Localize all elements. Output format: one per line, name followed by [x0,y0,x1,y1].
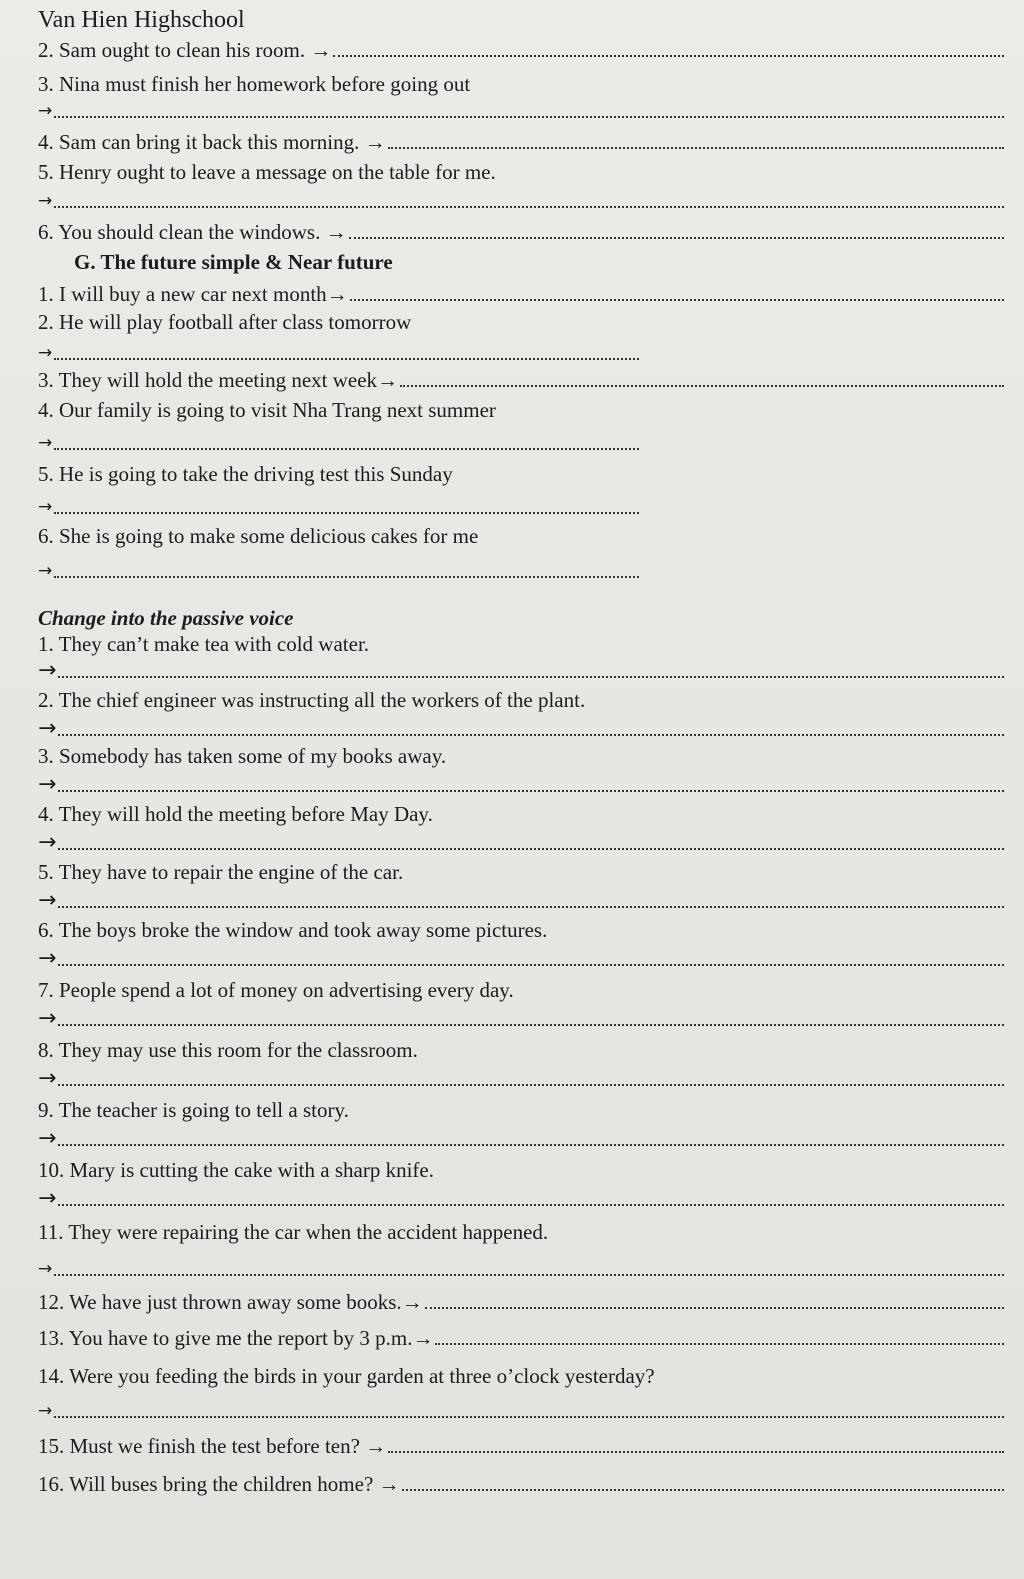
exercise-item: 6. She is going to make some delicious cakes for me [38,524,479,548]
answer-blank[interactable] [435,1343,1004,1345]
exercise-item: 12. We have just thrown away some books.→ [38,1290,1004,1314]
arrow-icon: → [38,497,53,517]
exercise-item: 6. You should clean the windows. → [38,220,1004,244]
arrow-icon: → [38,433,53,453]
arrow-icon: → [38,1259,53,1279]
section-g-title: G. The future simple & Near future [74,250,393,274]
arrow-icon: → [38,1401,53,1421]
exercise-item: 9. The teacher is going to tell a story. [38,1098,349,1122]
answer-line[interactable] [38,832,1004,854]
exercise-item: 7. People spend a lot of money on advertising every day. [38,978,514,1002]
arrow-icon: → [38,716,57,741]
answer-line[interactable] [38,1128,1004,1150]
answer-blank[interactable] [350,299,1004,301]
answer-line[interactable] [38,890,1004,912]
answer-blank[interactable] [388,147,1004,149]
arrow-icon: → [38,658,57,683]
answer-line[interactable] [38,560,1004,582]
answer-line[interactable] [38,1400,1004,1422]
arrow-icon: → [38,101,53,121]
arrow-icon: → [38,830,57,855]
answer-blank[interactable] [425,1307,1004,1309]
answer-line[interactable] [38,948,1004,970]
arrow-icon: → [38,946,57,971]
arrow-icon: → [38,1006,57,1031]
exercise-item: 2. He will play football after class tomorrow [38,310,412,334]
exercise-item: 15. Must we finish the test before ten? → [38,1434,1004,1458]
answer-blank[interactable] [333,55,1004,57]
answer-blank[interactable] [400,385,1004,387]
arrow-icon: → [38,888,57,913]
exercise-item: 10. Mary is cutting the cake with a sharp knife. [38,1158,434,1182]
answer-line[interactable] [38,342,1004,364]
answer-line[interactable] [38,774,1004,796]
answer-line[interactable] [38,718,1004,740]
exercise-item: 2. Sam ought to clean his room. → [38,38,1004,62]
exercise-item: 1. They can’t make tea with cold water. [38,632,370,656]
exercise-item: 8. They may use this room for the classroom. [38,1038,418,1062]
answer-blank[interactable] [388,1451,1004,1453]
arrow-icon: → [38,561,53,581]
exercise-item: 3. Somebody has taken some of my books away. [38,744,447,768]
answer-line[interactable] [38,1258,1004,1280]
answer-line[interactable] [38,100,1004,122]
exercise-item: 16. Will buses bring the children home? → [38,1472,1004,1496]
exercise-item: 3. They will hold the meeting next week→ [38,368,1004,392]
answer-line[interactable] [38,660,1004,682]
answer-line[interactable] [38,1068,1004,1090]
arrow-icon: → [38,343,53,363]
arrow-icon: → [38,191,53,211]
exercise-item: 5. He is going to take the driving test this Sunday [38,462,453,486]
passive-section-title: Change into the passive voice [38,606,294,630]
exercise-item: 5. They have to repair the engine of the car. [38,860,404,884]
exercise-item: 4. They will hold the meeting before May Day. [38,802,433,826]
arrow-icon: → [38,772,57,797]
exercise-item: 5. Henry ought to leave a message on the table for me. [38,160,496,184]
answer-line[interactable] [38,496,1004,518]
exercise-item: 2. The chief engineer was instructing all the workers of the plant. [38,688,586,712]
answer-line[interactable] [38,1008,1004,1030]
school-name: Van Hien Highschool [38,7,245,33]
exercise-item: 13. You have to give me the report by 3 p.m.→ [38,1326,1004,1350]
arrow-icon: → [38,1066,57,1091]
exercise-item: 14. Were you feeding the birds in your garden at three o’clock yesterday? [38,1364,655,1388]
exercise-item: 6. The boys broke the window and took away some pictures. [38,918,548,942]
exercise-item: 1. I will buy a new car next month→ [38,282,1004,306]
arrow-icon: → [38,1186,57,1211]
arrow-icon: → [38,1126,57,1151]
answer-blank[interactable] [349,237,1004,239]
answer-line[interactable] [38,190,1004,212]
answer-line[interactable] [38,432,1004,454]
exercise-item: 4. Sam can bring it back this morning. → [38,130,1004,154]
exercise-item: 4. Our family is going to visit Nha Trang next summer [38,398,496,422]
answer-line[interactable] [38,1188,1004,1210]
answer-blank[interactable] [402,1489,1004,1491]
exercise-item: 3. Nina must finish her homework before going out [38,72,471,96]
exercise-item: 11. They were repairing the car when the accident happened. [38,1220,549,1244]
